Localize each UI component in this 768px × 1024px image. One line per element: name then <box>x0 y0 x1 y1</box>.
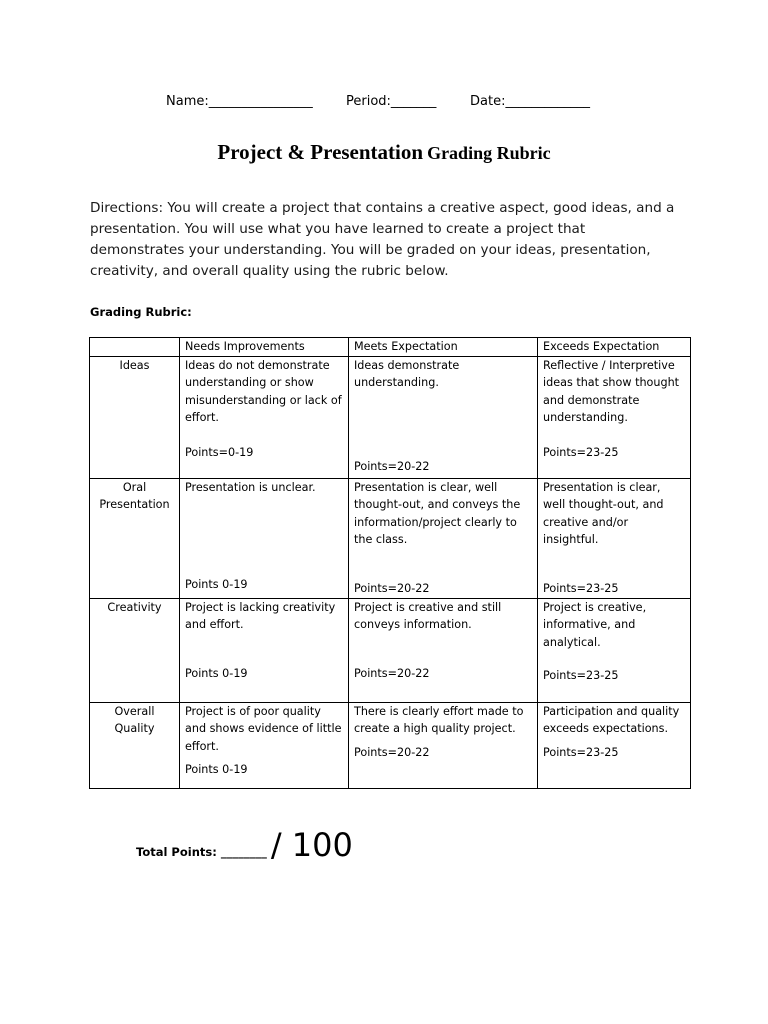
cell-text: Participation and quality exceeds expectations. <box>543 704 680 735</box>
date-field: Date:_____________ <box>470 94 590 109</box>
cell-text: Presentation is unclear. <box>185 480 316 494</box>
cell-exceeds <box>538 702 691 788</box>
table-row <box>90 702 691 788</box>
cell-exceeds <box>538 598 691 702</box>
title-part1: Project & Presentation <box>217 140 424 164</box>
column-header-blank <box>90 338 180 357</box>
column-header-meets: Meets Expectation <box>349 338 538 357</box>
cell-points: Points=23-25 <box>543 669 619 682</box>
cell-points: Points=23-25 <box>543 745 619 759</box>
cell-points: Points=20-22 <box>354 581 430 595</box>
row-category: Overall Quality <box>90 702 180 788</box>
directions-label: Directions: <box>90 200 164 216</box>
cell-meets <box>349 702 538 788</box>
directions-text: You will create a project that contains a creative aspect, good ideas, and a presentation. You will use what you have learned to create a project that demonstrates your understanding. You will be graded on your ideas, presentation, creativity, and overall quality using the rubric below. <box>90 200 675 279</box>
total-points-label: Total Points: ________ <box>136 845 267 859</box>
cell-text: Ideas demonstrate understanding. <box>354 358 460 389</box>
cell-meets <box>349 478 538 598</box>
cell-needs <box>180 702 349 788</box>
name-field: Name:________________ <box>166 94 313 109</box>
cell-exceeds <box>538 478 691 598</box>
header-fields <box>166 94 590 109</box>
cell-text: Project is of poor quality and shows evidence of little effort. <box>185 704 342 753</box>
row-category: Creativity <box>90 598 180 702</box>
cell-points: Points=23-25 <box>543 581 619 595</box>
cell-text: Presentation is clear, well thought-out, and conveys the information/project clearly to the class. <box>354 480 521 546</box>
cell-text: Ideas do not demonstrate understanding or show misunderstanding or lack of effort. <box>185 358 342 424</box>
rubric-heading: Grading Rubric: <box>90 305 192 319</box>
cell-needs <box>180 356 349 478</box>
cell-meets <box>349 356 538 478</box>
rubric-table <box>89 337 691 789</box>
title-part2: Grading Rubric <box>427 143 551 163</box>
table-row <box>90 356 691 478</box>
column-header-exceeds: Exceeds Expectation <box>538 338 691 357</box>
cell-points: Points=20-22 <box>354 666 430 680</box>
cell-text: Project is creative and still conveys information. <box>354 600 502 631</box>
table-header-row <box>90 338 691 357</box>
cell-points: Points 0-19 <box>185 666 248 680</box>
cell-points: Points 0-19 <box>185 763 248 776</box>
cell-points: Points=20-22 <box>354 745 430 759</box>
page-title <box>0 140 768 165</box>
cell-meets <box>349 598 538 702</box>
period-field: Period:_______ <box>346 94 437 109</box>
cell-points: Points=0-19 <box>185 445 254 459</box>
cell-points: Points 0-19 <box>185 578 248 591</box>
cell-text: There is clearly effort made to create a high quality project. <box>354 704 524 735</box>
cell-text: Project is creative, informative, and analytical. <box>543 600 647 649</box>
table-row <box>90 478 691 598</box>
row-category: Ideas <box>90 356 180 478</box>
cell-needs <box>180 598 349 702</box>
table-row <box>90 598 691 702</box>
cell-points: Points=23-25 <box>543 445 619 459</box>
directions-paragraph <box>90 198 680 282</box>
total-points <box>136 826 353 864</box>
row-category: Oral Presentation <box>90 478 180 598</box>
total-points-max: / 100 <box>270 826 353 864</box>
column-header-needs: Needs Improvements <box>180 338 349 357</box>
cell-text: Project is lacking creativity and effort. <box>185 600 336 631</box>
cell-points: Points=20-22 <box>354 459 430 473</box>
cell-text: Reflective / Interpretive ideas that show thought and demonstrate understanding. <box>543 358 680 424</box>
cell-exceeds <box>538 356 691 478</box>
cell-text: Presentation is clear, well thought-out, and creative and/or insightful. <box>543 480 664 546</box>
cell-needs <box>180 478 349 598</box>
